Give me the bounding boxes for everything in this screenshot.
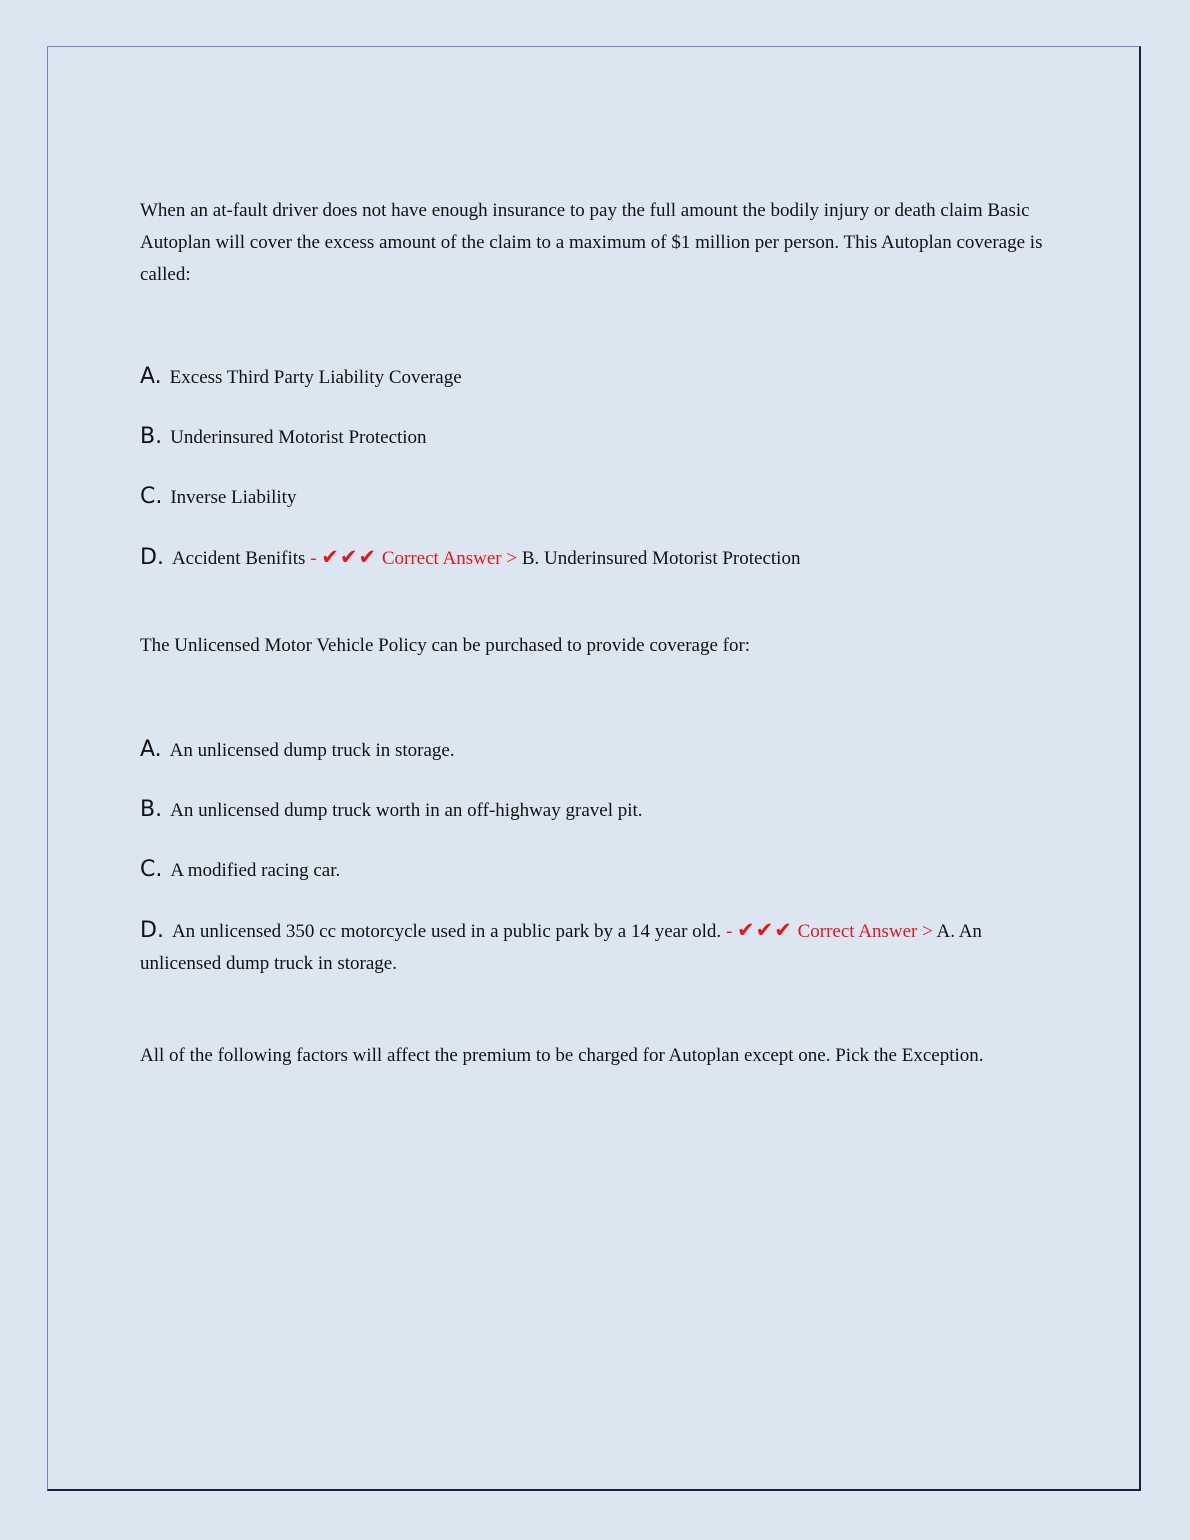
answer-separator: - <box>725 921 733 942</box>
correct-answer-label: Correct Answer > <box>797 921 933 942</box>
option-letter: B. <box>140 797 163 822</box>
q1-option-d <box>140 541 1060 575</box>
q2-option-c <box>140 854 1060 887</box>
option-text: An unlicensed 350 cc motorcycle used in a public park by a 14 year old. <box>171 921 722 942</box>
option-letter: C. <box>140 857 163 882</box>
question-2-text: The Unlicensed Motor Vehicle Policy can be purchased to provide coverage for: <box>140 635 751 656</box>
question-3-text: All of the following factors will affect the premium to be charged for Autoplan except one. Pick the Exception. <box>140 1045 984 1066</box>
option-text: An unlicensed dump truck in storage. <box>169 740 455 761</box>
option-text: Accident Benifits <box>171 548 306 569</box>
option-letter: A. <box>140 364 162 389</box>
correct-answer-value: B. Underinsured Motorist Protection <box>521 548 801 569</box>
option-text: Inverse Liability <box>170 487 297 508</box>
answer-separator: - <box>310 548 317 569</box>
q2-option-d <box>140 914 1060 980</box>
option-text: Underinsured Motorist Protection <box>170 427 427 448</box>
option-letter: A. <box>140 737 162 762</box>
option-letter: B. <box>140 424 163 449</box>
checkmark-icon: ✔✔✔ <box>321 545 378 569</box>
checkmark-icon: ✔✔✔ <box>737 918 793 942</box>
correct-answer-label: Correct Answer > <box>381 548 518 569</box>
option-text: A modified racing car. <box>170 860 341 881</box>
q1-option-b <box>140 421 1060 454</box>
option-letter: D. <box>140 545 164 570</box>
correct-answer-value: A. An unlicensed dump truck in storage. <box>140 921 982 974</box>
option-text: Excess Third Party Liability Coverage <box>169 367 462 388</box>
q2-option-b <box>140 794 1060 827</box>
q2-option-a <box>140 734 1060 767</box>
q1-option-c <box>140 481 1060 514</box>
option-letter: C. <box>140 484 163 509</box>
option-text: An unlicensed dump truck worth in an off-highway gravel pit. <box>170 800 643 821</box>
question-1-text: When an at-fault driver does not have enough insurance to pay the full amount the bodily injury or death claim Basic Autoplan will cover the excess amount of the claim to a maximum of $1 million per person. This Autoplan coverage is called: <box>140 200 1043 285</box>
option-letter: D. <box>140 918 164 943</box>
q1-option-a <box>140 361 1060 394</box>
document-body <box>140 195 1060 1072</box>
